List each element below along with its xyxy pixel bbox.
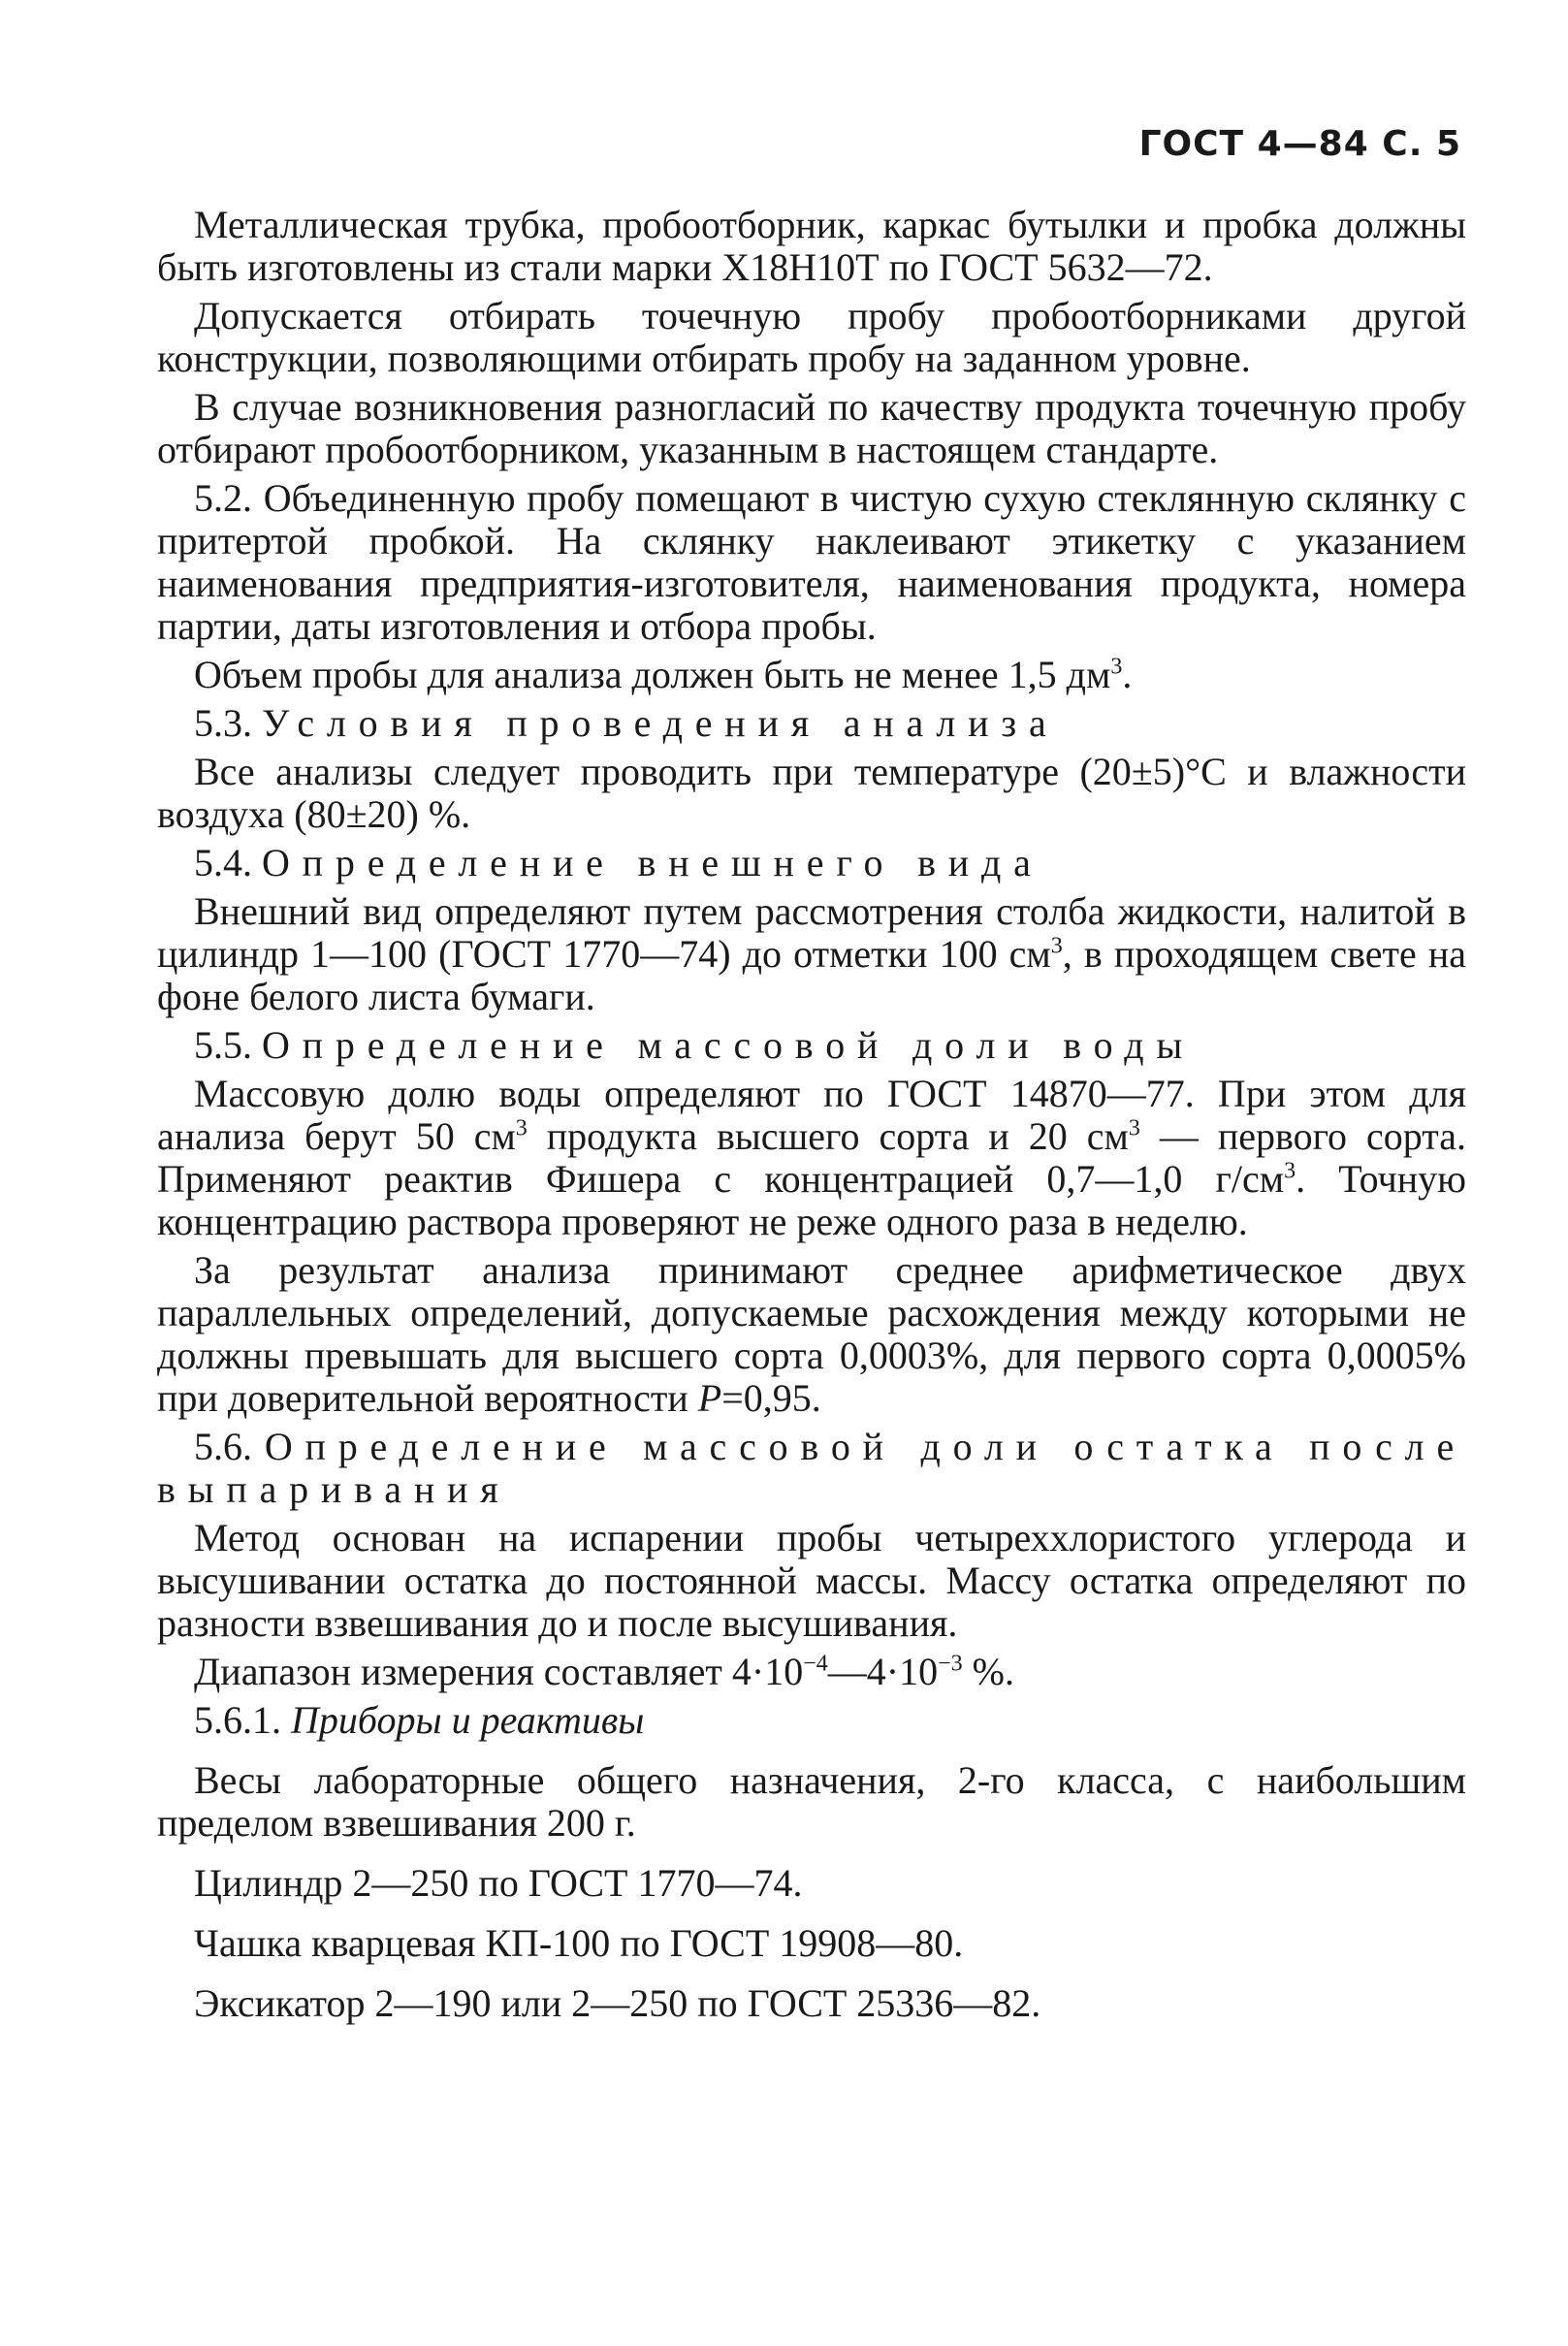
document-body bbox=[157, 204, 1466, 2031]
paragraph: Допускается отбирать точечную пробу пробоотборниками другой конструкции, позволяющими отбирать пробу на заданном уровне. bbox=[157, 294, 1466, 380]
paragraph: 5.2. Объединенную пробу помещают в чистую сухую стеклянную склянку с притертой пробкой. На склянку наклеивают этикетку с указанием наименования предприятия-изготовителя, наименования продукта, номера партии, даты изготовления и отбора пробы. bbox=[157, 476, 1466, 648]
superscript: 3 bbox=[1110, 654, 1123, 680]
text-run: За результат анализа принимают среднее арифметическое двух параллельных определений, допускаемые расхождения между которыми не должны превышать для высшего сорта 0,0003%, для первого сорта 0,0005% при доверительной вероятности bbox=[157, 1248, 1466, 1420]
section-number: 5.3. bbox=[194, 701, 252, 745]
text-run: =0,95. bbox=[721, 1376, 821, 1420]
paragraph: Весы лабораторные общего назначения, 2-го класса, с наибольшим пределом взвешивания 200 г. bbox=[157, 1758, 1466, 1845]
page-header: ГОСТ 4—84 С. 5 bbox=[1138, 124, 1461, 164]
paragraph: В случае возникновения разногласий по качеству продукта точечную пробу отбирают пробоотборником, указанным в настоящем стандарте. bbox=[157, 385, 1466, 471]
section-title: Условия проведения анализа bbox=[262, 701, 1059, 745]
paragraph: Метод основан на испарении пробы четыреххлористого углерода и высушивании остатка до постоянной массы. Массу остатка определяют по разности взвешивания до и после высушивания. bbox=[157, 1516, 1466, 1645]
section-number: 5.6.1. bbox=[194, 1698, 281, 1742]
paragraph bbox=[157, 1249, 1466, 1420]
text-run: Массовую долю воды определяют по ГОСТ 14870—77. При этом для анализа берут 50 см bbox=[157, 1072, 1466, 1158]
text-run: продукта высшего сорта и 20 см bbox=[527, 1114, 1129, 1158]
superscript: −3 bbox=[938, 1651, 963, 1677]
paragraph: Цилиндр 2—250 по ГОСТ 1770—74. bbox=[194, 1861, 803, 1905]
paragraph bbox=[157, 890, 1466, 1018]
text-run: %. bbox=[962, 1650, 1014, 1693]
section-heading bbox=[157, 1024, 1466, 1067]
text-run: —4·10 bbox=[827, 1650, 939, 1693]
section-title: Определение внешнего вида bbox=[262, 841, 1043, 884]
paragraph: Все анализы следует проводить при температуре (20±5)°С и влажности воздуха (80±20) %. bbox=[157, 750, 1466, 836]
paragraph: Чашка кварцевая КП-100 по ГОСТ 19908—80. bbox=[194, 1921, 964, 1965]
paragraph bbox=[157, 1651, 1466, 1693]
text-run: — первого сорта. Применяют реактив Фишера с концентрацией 0,7—1,0 г/см bbox=[157, 1114, 1466, 1201]
variable-p: Р bbox=[697, 1376, 722, 1420]
section-heading bbox=[157, 842, 1466, 884]
section-heading bbox=[157, 1699, 1466, 1742]
superscript: −4 bbox=[803, 1651, 828, 1677]
section-number: 5.5. bbox=[194, 1023, 252, 1067]
section-title: Определение массовой доли остатка после выпаривания bbox=[157, 1425, 1467, 1511]
section-number: 5.4. bbox=[194, 841, 252, 884]
section-number: 5.6. bbox=[194, 1425, 252, 1468]
section-title: Определение массовой доли воды bbox=[262, 1023, 1196, 1067]
text-run: . Точную концентрацию раствора проверяют не реже одного раза в неделю. bbox=[157, 1157, 1467, 1243]
text-run: . bbox=[1122, 653, 1133, 696]
text-run: , в проходящем свете на фоне белого листа бумаги. bbox=[157, 932, 1466, 1018]
text-run: Внешний вид определяют путем рассмотрения столба жидкости, налитой в цилиндр 1—100 (ГОСТ 1770—74) до отметки 100 см bbox=[157, 889, 1466, 976]
superscript: 3 bbox=[1128, 1115, 1140, 1141]
text-run: Объем пробы для анализа должен быть не менее 1,5 дм bbox=[194, 653, 1111, 696]
section-title: Приборы и реактивы bbox=[291, 1698, 645, 1742]
paragraph bbox=[157, 1073, 1466, 1243]
paragraph bbox=[157, 654, 1466, 696]
superscript: 3 bbox=[515, 1115, 528, 1141]
superscript: 3 bbox=[1050, 933, 1063, 959]
paragraph: Эксикатор 2—190 или 2—250 по ГОСТ 25336—82. bbox=[194, 1981, 1041, 2025]
section-heading bbox=[157, 702, 1466, 745]
paragraph: Металлическая трубка, пробоотборник, каркас бутылки и пробка должны быть изготовлены из стали марки Х18Н10Т по ГОСТ 5632—72. bbox=[157, 203, 1466, 289]
section-heading bbox=[157, 1426, 1466, 1511]
superscript: 3 bbox=[1284, 1158, 1296, 1184]
text-run: Диапазон измерения составляет 4·10 bbox=[194, 1650, 804, 1693]
